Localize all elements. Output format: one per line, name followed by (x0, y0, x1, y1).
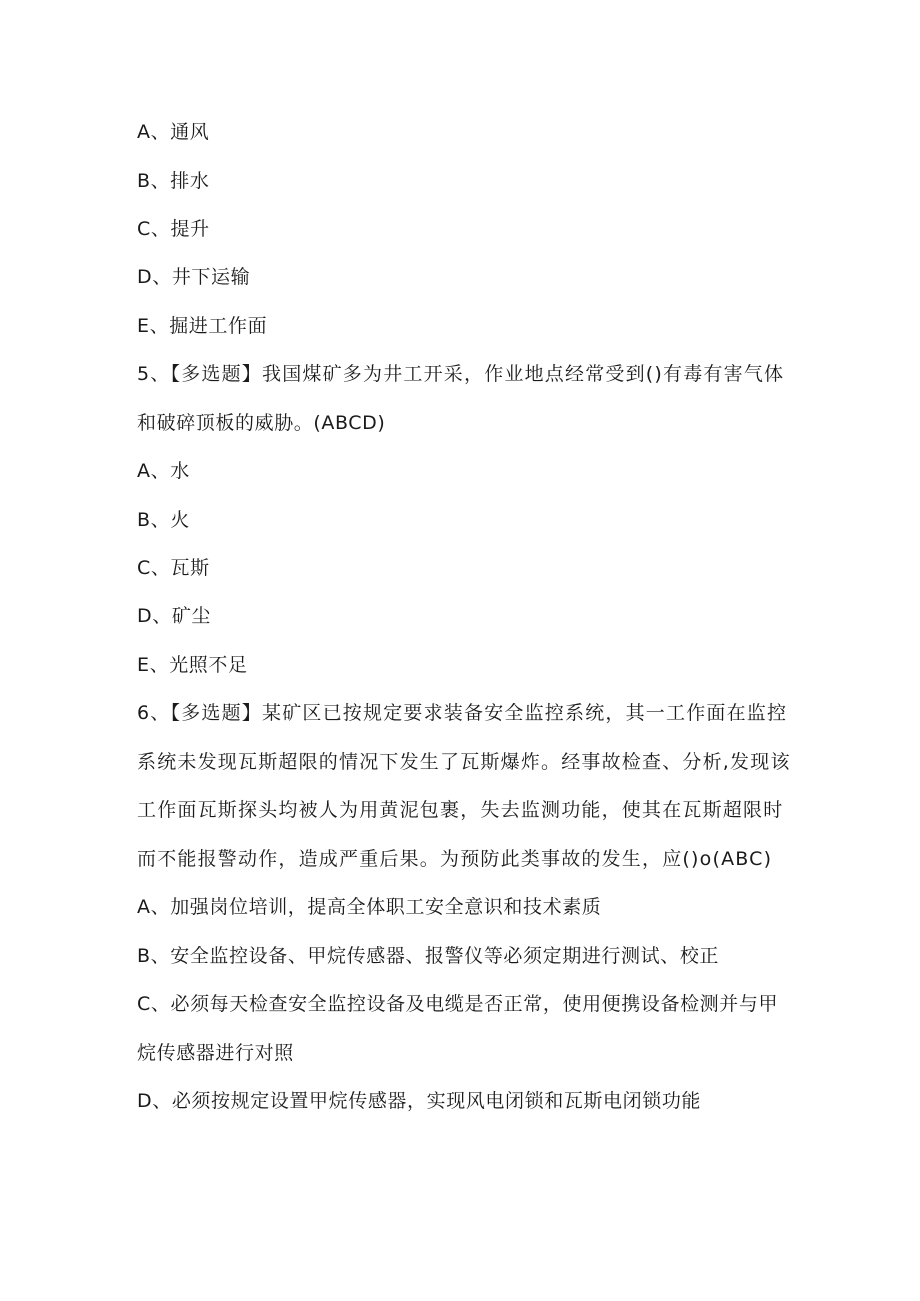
q5-stem-line-1: 5、【多选题】我国煤矿多为井工开采，作业地点经常受到()有毒有害气体 (137, 363, 785, 385)
q4-option-b: B、排水 (137, 170, 210, 192)
q6-option-b: B、安全监控设备、甲烷传感器、报警仪等必须定期进行测试、校正 (137, 945, 720, 967)
q6-option-d: D、必须按规定设置甲烷传感器，实现风电闭锁和瓦斯电闭锁功能 (137, 1090, 702, 1112)
q4-option-e: E、掘进工作面 (137, 315, 268, 337)
q6-stem-line-3: 工作面瓦斯探头均被人为用黄泥包裹，失去监测功能，使其在瓦斯超限时 (137, 799, 784, 821)
q5-option-a: A、水 (137, 460, 190, 482)
q5-option-e: E、光照不足 (137, 654, 248, 676)
q5-stem-line-2: 和破碎顶板的威胁。(ABCD) (137, 412, 386, 434)
q5-option-c: C、瓦斯 (137, 557, 210, 579)
q6-option-a: A、加强岗位培训，提高全体职工安全意识和技术素质 (137, 896, 602, 918)
q5-option-b: B、火 (137, 509, 190, 531)
q6-option-c-line-2: 烷传感器进行对照 (137, 1042, 294, 1064)
q6-stem-line-1: 6、【多选题】某矿区已按规定要求装备安全监控系统，其一工作面在监控 (137, 702, 788, 724)
q4-option-d: D、井下运输 (137, 266, 251, 288)
q4-option-a: A、通风 (137, 121, 210, 143)
q6-stem-line-4: 而不能报警动作，造成严重后果。为预防此类事故的发生，应()o(ABC) (137, 848, 773, 870)
q6-stem-line-2: 系统未发现瓦斯超限的情况下发生了瓦斯爆炸。经事故检查、分析,发现该 (137, 751, 791, 773)
q6-option-c-line-1: C、必须每天检查安全监控设备及电缆是否正常，使用便携设备检测并与甲 (137, 993, 779, 1015)
q4-option-c: C、提升 (137, 218, 210, 240)
q5-option-d: D、矿尘 (137, 605, 212, 627)
